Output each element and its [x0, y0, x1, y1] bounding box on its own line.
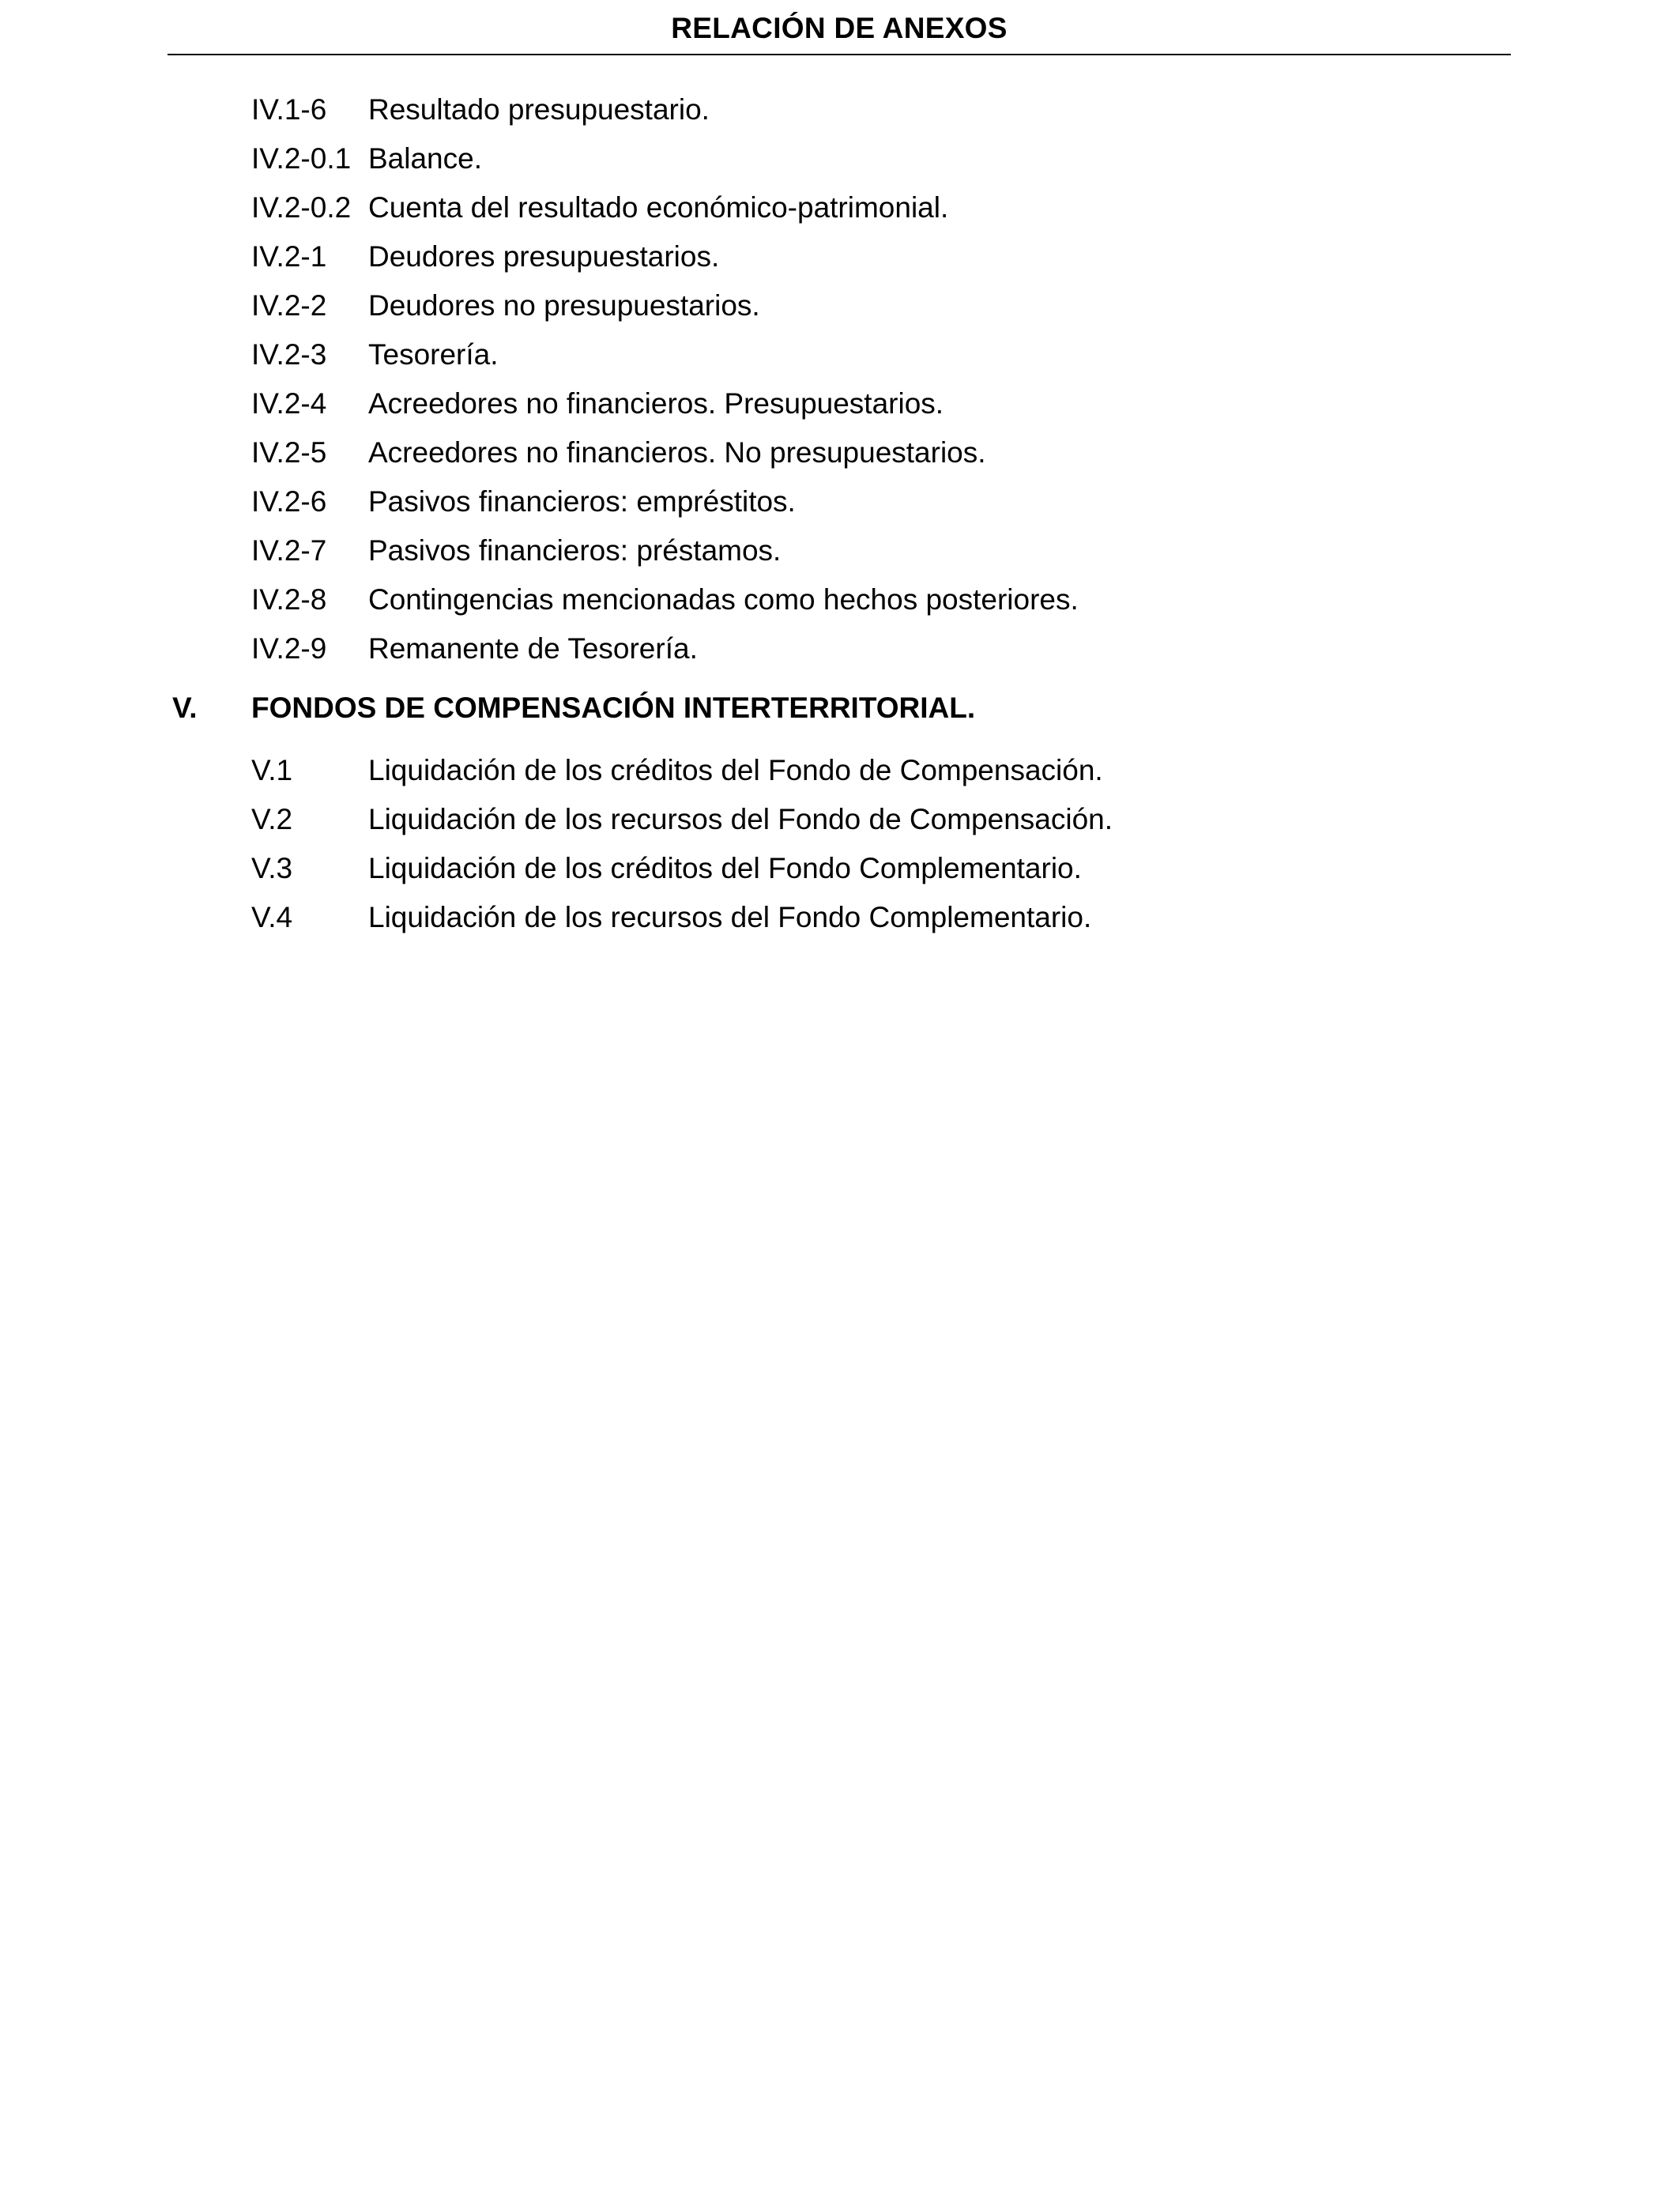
- annex-code: IV.2-4: [251, 387, 327, 420]
- annex-description: Tesorería.: [368, 338, 499, 371]
- annex-description: Balance.: [368, 142, 482, 175]
- list-item: [251, 85, 1516, 134]
- list-item: [251, 844, 1516, 893]
- annex-code: IV.1-6: [251, 93, 327, 126]
- annex-list-v: [251, 746, 1516, 942]
- annex-description: Contingencias mencionadas como hechos posteriores.: [368, 583, 1079, 616]
- annex-code: V.2: [251, 803, 293, 835]
- annex-description: Remanente de Tesorería.: [368, 632, 698, 665]
- annex-description: Pasivos financieros: préstamos.: [368, 534, 782, 567]
- annex-code: V.3: [251, 852, 293, 884]
- list-item: [251, 526, 1516, 575]
- annex-description: Cuenta del resultado económico-patrimonial.: [368, 191, 949, 224]
- list-item: [251, 183, 1516, 232]
- list-item: [251, 624, 1516, 673]
- list-item: [251, 134, 1516, 183]
- annex-code: V.4: [251, 901, 293, 933]
- list-item: [251, 232, 1516, 281]
- list-item: [251, 893, 1516, 942]
- annex-code: IV.2-7: [251, 534, 327, 567]
- annex-description: Deudores presupuestarios.: [368, 240, 720, 273]
- list-item: [251, 281, 1516, 330]
- annex-list-iv: [251, 85, 1516, 673]
- annex-description: Resultado presupuestario.: [368, 93, 710, 126]
- annex-code: IV.2-3: [251, 338, 327, 371]
- annex-description: Acreedores no financieros. Presupuestarios.: [368, 387, 944, 420]
- page-title: RELACIÓN DE ANEXOS: [671, 12, 1008, 44]
- annex-code: IV.2-6: [251, 485, 327, 518]
- list-item: [251, 330, 1516, 379]
- list-item: [251, 379, 1516, 428]
- page-header: [168, 0, 1511, 55]
- section-number: V.: [172, 692, 198, 724]
- section-title: FONDOS DE COMPENSACIÓN INTERTERRITORIAL.: [251, 692, 976, 724]
- annex-code: V.1: [251, 754, 293, 786]
- section-heading: [172, 686, 975, 730]
- list-item: [251, 746, 1516, 795]
- annex-description: Liquidación de los créditos del Fondo Complementario.: [368, 852, 1082, 884]
- annex-description: Acreedores no financieros. No presupuestarios.: [368, 436, 986, 469]
- annex-code: IV.2-1: [251, 240, 327, 273]
- annex-code: IV.2-9: [251, 632, 327, 665]
- list-item: [251, 477, 1516, 526]
- list-item: [251, 575, 1516, 624]
- annex-code: IV.2-8: [251, 583, 327, 616]
- list-item: [251, 428, 1516, 477]
- annex-description: Liquidación de los recursos del Fondo de Compensación.: [368, 803, 1113, 835]
- list-item: [251, 795, 1516, 844]
- annex-description: Liquidación de los recursos del Fondo Complementario.: [368, 901, 1092, 933]
- annex-code: IV.2-2: [251, 289, 327, 322]
- annex-code: IV.2-0.1: [251, 142, 352, 175]
- annex-description: Deudores no presupuestarios.: [368, 289, 760, 322]
- annex-description: Pasivos financieros: empréstitos.: [368, 485, 796, 518]
- annex-code: IV.2-0.2: [251, 191, 352, 224]
- annex-code: IV.2-5: [251, 436, 327, 469]
- annex-description: Liquidación de los créditos del Fondo de Compensación.: [368, 754, 1103, 786]
